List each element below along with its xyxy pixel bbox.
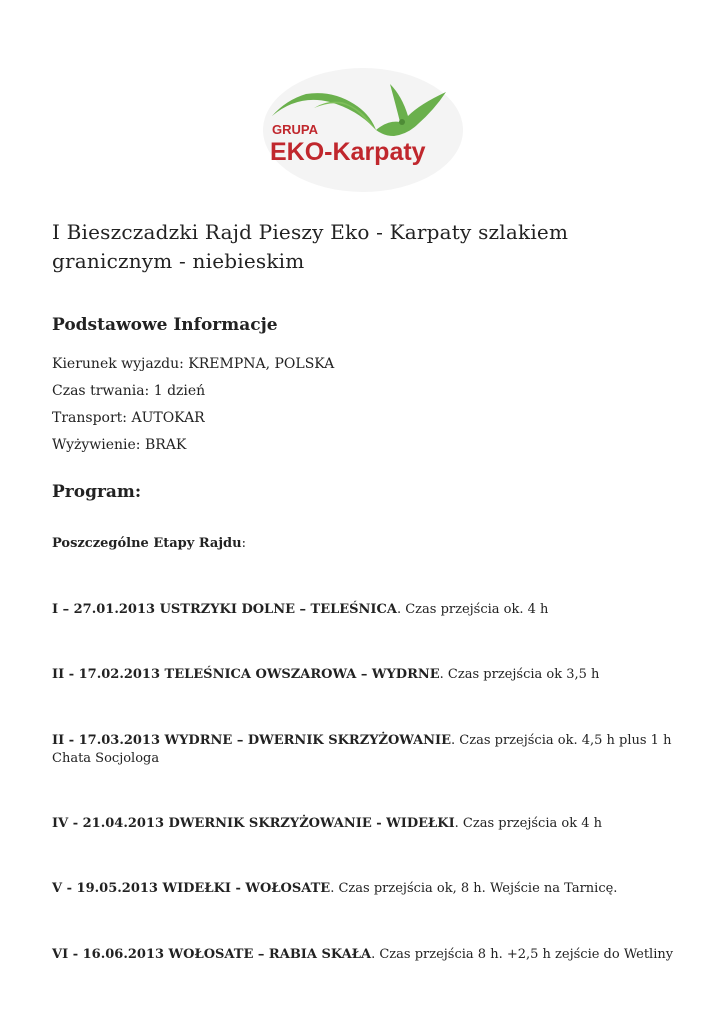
stages-label-colon: : bbox=[241, 536, 246, 551]
stage-route: VI - 16.06.2013 WOŁOSATE – RABIA SKAŁA bbox=[52, 947, 372, 962]
info-transport: Transport: AUTOKAR bbox=[52, 410, 205, 426]
stage-details: . Czas przejścia ok. 4,5 h plus 1 h Chata Socjologa bbox=[52, 733, 672, 766]
stage-details: . Czas przejścia ok 3,5 h bbox=[439, 667, 600, 682]
page-title: I Bieszczadzki Rajd Pieszy Eko - Karpaty szlakiem granicznym - niebieskim bbox=[52, 220, 569, 273]
stage-details: . Czas przejścia ok. 4 h bbox=[396, 602, 549, 617]
stage-3 bbox=[52, 732, 682, 768]
stages-label-text: Poszczególne Etapy Rajdu bbox=[52, 536, 242, 551]
stage-route: IV - 21.04.2013 DWERNIK SKRZYŻOWANIE - WIDEŁKI bbox=[52, 816, 455, 831]
info-food: Wyżywienie: BRAK bbox=[52, 437, 187, 453]
stage-route: II - 17.02.2013 TELEŚNICA OWSZAROWA – WYDRNE bbox=[52, 667, 440, 682]
info-duration: Czas trwania: 1 dzień bbox=[52, 383, 206, 399]
stage-details: . Czas przejścia 8 h. +2,5 h zejście do Wetliny bbox=[371, 947, 674, 962]
group-logo bbox=[258, 64, 468, 196]
stage-details: . Czas przejścia ok, 8 h. Wejście na Tarnicę. bbox=[330, 881, 618, 896]
stage-route: II - 17.03.2013 WYDRNE – DWERNIK SKRZYŻOWANIE bbox=[52, 733, 452, 748]
stage-2 bbox=[52, 666, 682, 684]
stage-details: . Czas przejścia ok 4 h bbox=[454, 816, 602, 831]
logo-line-2: EKO-Karpaty bbox=[270, 138, 426, 166]
program-heading: Program: bbox=[52, 482, 142, 502]
stage-4 bbox=[52, 815, 682, 833]
logo-line-1: GRUPA bbox=[272, 122, 318, 137]
stage-6 bbox=[52, 946, 682, 964]
stage-5 bbox=[52, 880, 682, 898]
bird-head-icon bbox=[399, 119, 405, 125]
stage-route: I – 27.01.2013 USTRZYKI DOLNE – TELEŚNICA bbox=[52, 602, 397, 617]
basic-info-heading: Podstawowe Informacje bbox=[52, 315, 278, 335]
info-direction: Kierunek wyjazdu: KREMPNA, POLSKA bbox=[52, 356, 335, 372]
stages-label bbox=[52, 536, 246, 551]
stage-1 bbox=[52, 601, 682, 619]
stage-route: V - 19.05.2013 WIDEŁKI - WOŁOSATE bbox=[52, 881, 331, 896]
